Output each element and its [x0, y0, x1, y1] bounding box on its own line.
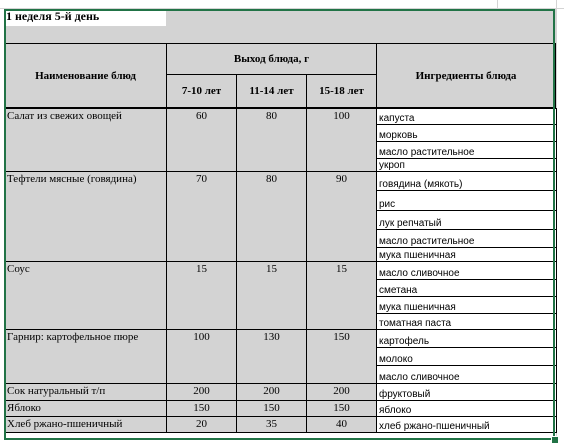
- portion-11-14-cell[interactable]: 15: [236, 261, 307, 330]
- dish-name-cell[interactable]: Тефтели мясные (говядина): [4, 171, 167, 262]
- ingredient-cell[interactable]: томатная паста: [376, 313, 557, 330]
- ingredient-cell[interactable]: картофель: [376, 329, 557, 348]
- portion-15-18-cell[interactable]: 90: [306, 171, 377, 262]
- dish-name-cell[interactable]: Хлеб ржано-пшеничный: [4, 416, 167, 433]
- header-age-15-18: 15-18 лет: [306, 74, 377, 108]
- header-ingredients: Ингредиенты блюда: [376, 43, 556, 108]
- title-row-fill: [166, 9, 556, 27]
- portion-15-18-cell[interactable]: 200: [306, 383, 377, 401]
- header-age-11-14: 11-14 лет: [236, 74, 307, 108]
- ingredient-cell[interactable]: мука пшеничная: [376, 296, 557, 314]
- ingredient-cell[interactable]: капуста: [376, 108, 557, 125]
- portion-11-14-cell[interactable]: 150: [236, 400, 307, 417]
- ingredient-cell[interactable]: говядина (мякоть): [376, 171, 557, 191]
- portion-7-10-cell[interactable]: 20: [166, 416, 237, 433]
- portion-11-14-cell[interactable]: 80: [236, 171, 307, 262]
- portion-7-10-cell[interactable]: 150: [166, 400, 237, 417]
- ingredient-cell[interactable]: морковь: [376, 124, 557, 142]
- portion-15-18-cell[interactable]: 150: [306, 400, 377, 417]
- ingredient-cell[interactable]: масло растительное: [376, 229, 557, 248]
- portion-15-18-cell[interactable]: 40: [306, 416, 377, 433]
- ingredient-cell[interactable]: укроп: [376, 158, 557, 172]
- portion-15-18-cell[interactable]: 15: [306, 261, 377, 330]
- ingredient-cell[interactable]: фруктовый: [376, 383, 557, 401]
- portion-11-14-cell[interactable]: 80: [236, 108, 307, 172]
- portion-7-10-cell[interactable]: 70: [166, 171, 237, 262]
- portion-11-14-cell[interactable]: 130: [236, 329, 307, 384]
- ingredient-cell[interactable]: яблоко: [376, 400, 557, 417]
- portion-15-18-cell[interactable]: 150: [306, 329, 377, 384]
- ingredient-cell[interactable]: молоко: [376, 347, 557, 366]
- dish-name-cell[interactable]: Салат из свежих овощей: [4, 108, 167, 172]
- sheet-title[interactable]: 1 неделя 5-й день: [4, 9, 166, 27]
- ingredient-cell[interactable]: сметана: [376, 279, 557, 297]
- ingredient-cell[interactable]: масло сливочное: [376, 261, 557, 280]
- portion-7-10-cell[interactable]: 60: [166, 108, 237, 172]
- ingredient-cell[interactable]: хлеб ржано-пшеничный: [376, 416, 557, 433]
- dish-name-cell[interactable]: Яблоко: [4, 400, 167, 417]
- portion-7-10-cell[interactable]: 200: [166, 383, 237, 401]
- ingredient-cell[interactable]: масло сливочное: [376, 365, 557, 384]
- dish-name-cell[interactable]: Сок натуральный т/п: [4, 383, 167, 401]
- portion-7-10-cell[interactable]: 100: [166, 329, 237, 384]
- dish-name-cell[interactable]: Гарнир: картофельное пюре: [4, 329, 167, 384]
- ingredient-cell[interactable]: лук репчатый: [376, 210, 557, 230]
- blank-row-fill: [4, 27, 556, 43]
- portion-11-14-cell[interactable]: 35: [236, 416, 307, 433]
- header-dish-name: Наименование блюд: [4, 43, 167, 108]
- fill-handle[interactable]: [551, 436, 559, 444]
- header-age-7-10: 7-10 лет: [166, 74, 237, 108]
- portion-15-18-cell[interactable]: 100: [306, 108, 377, 172]
- portion-7-10-cell[interactable]: 15: [166, 261, 237, 330]
- ingredient-cell[interactable]: масло растительное: [376, 141, 557, 159]
- ingredient-cell[interactable]: мука пшеничная: [376, 247, 557, 262]
- dish-name-cell[interactable]: Соус: [4, 261, 167, 330]
- ingredient-cell[interactable]: рис: [376, 190, 557, 211]
- header-output: Выход блюда, г: [166, 43, 377, 75]
- portion-11-14-cell[interactable]: 200: [236, 383, 307, 401]
